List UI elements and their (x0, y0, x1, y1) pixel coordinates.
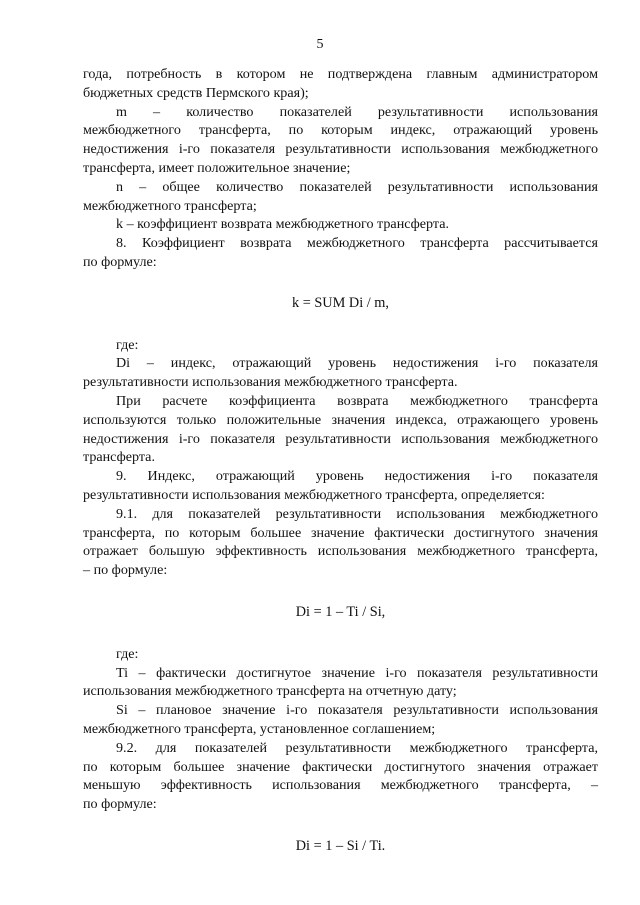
text-line: трансферта, имеет положительное значение; (83, 159, 351, 176)
formula-di-2: Di = 1 – Si / Ti. (295, 837, 386, 854)
clause-8 (83, 234, 598, 272)
definition-n (83, 178, 598, 216)
where-label (83, 336, 598, 355)
clause-9-2 (83, 739, 598, 814)
text-line: Ti – фактически достигнутое значение i-го показателя результативности (116, 664, 598, 681)
text-line: по формуле: (83, 253, 157, 270)
text-line: 9. Индекс, отражающий уровень недостижения i-го показателя (116, 468, 598, 485)
page-number: 5 (316, 37, 324, 52)
clause-9 (83, 467, 598, 505)
text-line: используются только положительные значения индекса, отражающего уровень (83, 411, 598, 428)
text-line: использования межбюджетного трансферта на отчетную дату; (83, 683, 457, 700)
formula-k: k = SUM Di / m, (291, 294, 390, 311)
text-line: межбюджетного трансферта, по которым индекс, отражающий уровень (83, 122, 598, 139)
text-line: где: (116, 336, 139, 353)
text-line: 8. Коэффициент возврата межбюджетного трансферта рассчитывается (116, 235, 598, 252)
text-line: бюджетных средств Пермского края); (83, 84, 309, 101)
clause-9-1 (83, 505, 598, 580)
text-line: трансферта. (83, 449, 155, 466)
text-line: 9.1. для показателей результативности использования межбюджетного (116, 505, 598, 522)
text-line: При расчете коэффициента возврата межбюджетного трансферта (116, 392, 598, 409)
text-line: отражает большую эффективность использования межбюджетного трансферта, (83, 543, 598, 560)
text-line: года, потребность в котором не подтверждена главным администратором (83, 66, 598, 82)
text-line: результативности использования межбюджетного трансферта, определяется: (83, 486, 545, 503)
text-line: n – общее количество показателей результативности использования (116, 178, 598, 195)
body-text (83, 65, 598, 856)
text-line: 9.2. для показателей результативности межбюджетного трансферта, (116, 739, 598, 756)
text-line: m – количество показателей результативности использования (116, 103, 598, 120)
text-line: по которым большее значение фактически достигнутого значения отражает (83, 758, 598, 775)
definition-ti (83, 664, 598, 702)
where-label (83, 645, 598, 664)
text-line: Di – индекс, отражающий уровень недостижения i-го показателя (116, 355, 598, 372)
text-line: где: (116, 645, 139, 662)
paragraph-positive-values (83, 392, 598, 467)
text-line: трансферта, по которым большее значение фактически достигнутого значения (83, 524, 598, 541)
text-line: межбюджетного трансферта, установленное соглашением; (83, 720, 436, 737)
text-line: – по формуле: (83, 562, 168, 579)
definition-m (83, 103, 598, 178)
text-line: межбюджетного трансферта; (83, 197, 257, 214)
definition-di (83, 354, 598, 392)
text-line: по формуле: (83, 796, 157, 813)
text-line: недостижения i-го показателя результативности использования межбюджетного (83, 430, 598, 447)
definition-si (83, 701, 598, 739)
formula-di-1: Di = 1 – Ti / Si, (295, 603, 386, 620)
paragraph-continuation (83, 65, 598, 103)
text-line: Si – плановое значение i-го показателя результативности использования (116, 702, 598, 719)
text-line: k – коэффициент возврата межбюджетного трансферта. (116, 216, 450, 233)
text-line: меньшую эффективность использования межбюджетного трансферта, – (83, 777, 598, 794)
text-line: недостижения i-го показателя результативности использования межбюджетного (83, 141, 598, 158)
definition-k (83, 215, 598, 234)
text-line: результативности использования межбюджетного трансферта. (83, 374, 458, 391)
